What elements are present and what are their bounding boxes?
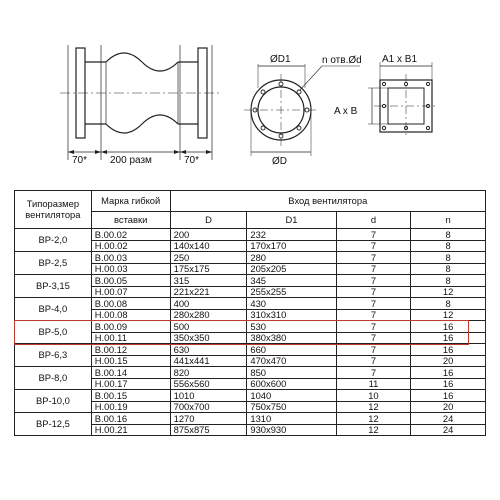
type-cell: ВР-6,3 — [15, 344, 92, 367]
cell-brand: Н.00.03 — [91, 263, 170, 275]
table-row — [15, 298, 486, 310]
square-flange-view — [368, 62, 438, 138]
table-row — [15, 275, 486, 287]
header-type: Типоразмер вентилятора — [15, 191, 92, 229]
header-D1: D1 — [247, 212, 336, 229]
cell-d: 7 — [336, 263, 411, 275]
table-row — [15, 390, 486, 402]
cell-D: 630 — [170, 344, 247, 356]
cell-n: 12 — [411, 309, 486, 321]
cell-D1: 255x255 — [247, 286, 336, 298]
cell-D: 350x350 — [170, 332, 247, 344]
cell-brand: В.00.09 — [91, 321, 170, 333]
cell-d: 7 — [336, 332, 411, 344]
cell-n: 16 — [411, 344, 486, 356]
cell-D: 200 — [170, 229, 247, 241]
cell-n: 8 — [411, 240, 486, 252]
cell-D: 250 — [170, 252, 247, 264]
cell-D1: 850 — [247, 367, 336, 379]
ab-label: A x B — [334, 106, 358, 117]
dim-middle-label: 200 разм — [110, 155, 152, 166]
cell-d: 10 — [336, 390, 411, 402]
cell-D: 441x441 — [170, 355, 247, 367]
cell-D1: 170x170 — [247, 240, 336, 252]
dim-right-label: 70* — [184, 155, 200, 166]
a1b1-label: A1 x B1 — [382, 54, 418, 65]
cell-D: 221x221 — [170, 286, 247, 298]
cell-brand: В.00.02 — [91, 229, 170, 241]
cell-D1: 660 — [247, 344, 336, 356]
cell-brand: В.00.03 — [91, 252, 170, 264]
cell-D: 1270 — [170, 413, 247, 425]
type-cell: ВР-10,0 — [15, 390, 92, 413]
dim-left-label: 70* — [72, 155, 88, 166]
table-row — [15, 252, 486, 264]
cell-n: 8 — [411, 263, 486, 275]
type-cell: ВР-2,0 — [15, 229, 92, 252]
cell-d: 12 — [336, 401, 411, 413]
type-cell: ВР-3,15 — [15, 275, 92, 298]
cell-d: 7 — [336, 367, 411, 379]
cell-n: 8 — [411, 229, 486, 241]
cell-D: 280x280 — [170, 309, 247, 321]
cell-n: 16 — [411, 321, 486, 333]
cell-n: 20 — [411, 401, 486, 413]
type-cell: ВР-8,0 — [15, 367, 92, 390]
cell-D: 175x175 — [170, 263, 247, 275]
cell-d: 12 — [336, 413, 411, 425]
cell-n: 24 — [411, 413, 486, 425]
table-body — [15, 229, 486, 436]
type-cell: ВР-5,0 — [15, 321, 92, 344]
cell-brand: Н.00.07 — [91, 286, 170, 298]
holes-label: n отв.Ød — [322, 55, 362, 66]
cell-D: 140x140 — [170, 240, 247, 252]
cell-D1: 430 — [247, 298, 336, 310]
table-row — [15, 413, 486, 425]
cell-brand: Н.00.17 — [91, 378, 170, 390]
header-n: n — [411, 212, 486, 229]
cell-brand: Н.00.02 — [91, 240, 170, 252]
header-D: D — [170, 212, 247, 229]
cell-d: 7 — [336, 321, 411, 333]
cell-n: 8 — [411, 252, 486, 264]
cell-d: 12 — [336, 424, 411, 436]
technical-drawing — [0, 0, 500, 185]
cell-d: 7 — [336, 252, 411, 264]
type-cell: ВР-4,0 — [15, 298, 92, 321]
cell-D1: 1310 — [247, 413, 336, 425]
cell-n: 12 — [411, 286, 486, 298]
d1-label: ØD1 — [270, 54, 291, 65]
cell-d: 7 — [336, 229, 411, 241]
cell-D: 700x700 — [170, 401, 247, 413]
cell-d: 7 — [336, 275, 411, 287]
cell-D1: 310x310 — [247, 309, 336, 321]
cell-D: 820 — [170, 367, 247, 379]
cell-n: 16 — [411, 332, 486, 344]
cell-brand: В.00.15 — [91, 390, 170, 402]
cell-n: 16 — [411, 390, 486, 402]
header-brand-line2: вставки — [91, 212, 170, 229]
cell-d: 7 — [336, 286, 411, 298]
cell-n: 20 — [411, 355, 486, 367]
cell-D1: 750x750 — [247, 401, 336, 413]
cell-d: 7 — [336, 240, 411, 252]
header-d: d — [336, 212, 411, 229]
type-cell: ВР-2,5 — [15, 252, 92, 275]
cell-brand: В.00.05 — [91, 275, 170, 287]
cell-n: 8 — [411, 298, 486, 310]
cell-D: 875x875 — [170, 424, 247, 436]
cell-brand: Н.00.15 — [91, 355, 170, 367]
cell-D1: 1040 — [247, 390, 336, 402]
cell-D1: 345 — [247, 275, 336, 287]
cell-brand: Н.00.19 — [91, 401, 170, 413]
cell-d: 7 — [336, 344, 411, 356]
cell-brand: Н.00.08 — [91, 309, 170, 321]
cell-D1: 530 — [247, 321, 336, 333]
cell-n: 8 — [411, 275, 486, 287]
cell-D1: 280 — [247, 252, 336, 264]
corrugated-top — [106, 53, 178, 71]
cell-n: 24 — [411, 424, 486, 436]
corrugated-bottom — [106, 115, 178, 133]
spec-table — [14, 190, 486, 436]
cell-brand: В.00.12 — [91, 344, 170, 356]
cell-D: 556x560 — [170, 378, 247, 390]
cell-d: 7 — [336, 355, 411, 367]
cell-brand: В.00.14 — [91, 367, 170, 379]
table-row — [15, 321, 486, 333]
type-cell: ВР-12,5 — [15, 413, 92, 436]
cell-n: 16 — [411, 367, 486, 379]
cell-D: 1010 — [170, 390, 247, 402]
table-row — [15, 229, 486, 241]
cell-D1: 600x600 — [247, 378, 336, 390]
cell-D: 400 — [170, 298, 247, 310]
cell-brand: В.00.08 — [91, 298, 170, 310]
cell-D1: 470x470 — [247, 355, 336, 367]
cell-D: 500 — [170, 321, 247, 333]
table-row — [15, 367, 486, 379]
cell-d: 11 — [336, 378, 411, 390]
cell-brand: Н.00.11 — [91, 332, 170, 344]
cell-brand: В.00.16 — [91, 413, 170, 425]
table-row — [15, 344, 486, 356]
d-label: ØD — [272, 156, 287, 167]
header-brand-line1: Марка гибкой — [91, 191, 170, 212]
cell-D1: 232 — [247, 229, 336, 241]
cell-D1: 930x930 — [247, 424, 336, 436]
header-inlet: Вход вентилятора — [170, 191, 485, 212]
cell-n: 16 — [411, 378, 486, 390]
cell-d: 7 — [336, 298, 411, 310]
cell-D1: 205x205 — [247, 263, 336, 275]
cell-brand: Н.00.21 — [91, 424, 170, 436]
cell-d: 7 — [336, 309, 411, 321]
cell-D1: 380x380 — [247, 332, 336, 344]
cell-D: 315 — [170, 275, 247, 287]
side-view — [60, 45, 222, 160]
